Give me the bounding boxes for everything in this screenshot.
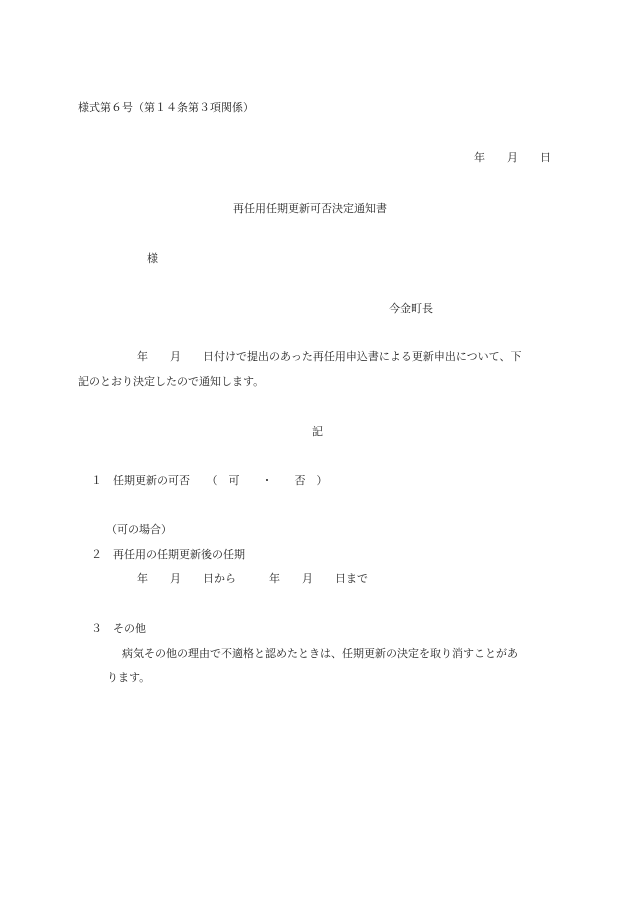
addressee: 様 <box>147 252 158 265</box>
body-text-line-2: 記のとおり決定したので通知します。 <box>78 375 265 388</box>
item-3-text-line-1: 病気その他の理由で不適格と認めたときは、任期更新の決定を取り消すことがあ <box>122 647 518 660</box>
item-2-period: 年 月 日から 年 月 日まで <box>137 572 368 585</box>
date-line: 年 月 日 <box>474 151 551 164</box>
ki-heading: 記 <box>312 425 323 438</box>
item-2-note: （可の場合） <box>106 523 172 536</box>
issuer: 今金町長 <box>389 302 433 315</box>
item-2-renewed-term: ２ 再任用の任期更新後の任期 <box>91 548 245 561</box>
document-title: 再任用任期更新可否決定通知書 <box>233 202 387 215</box>
item-3-other: ３ その他 <box>91 622 146 635</box>
body-text-line-1: 年 月 日付けで提出のあった再任用申込書による更新申出について、下 <box>137 350 522 363</box>
form-number: 様式第６号（第１４条第３項関係） <box>78 101 254 114</box>
item-3-text-line-2: ります。 <box>107 671 151 684</box>
item-1-renewal-decision: １ 任期更新の可否 （ 可 ・ 否 ） <box>91 474 328 487</box>
